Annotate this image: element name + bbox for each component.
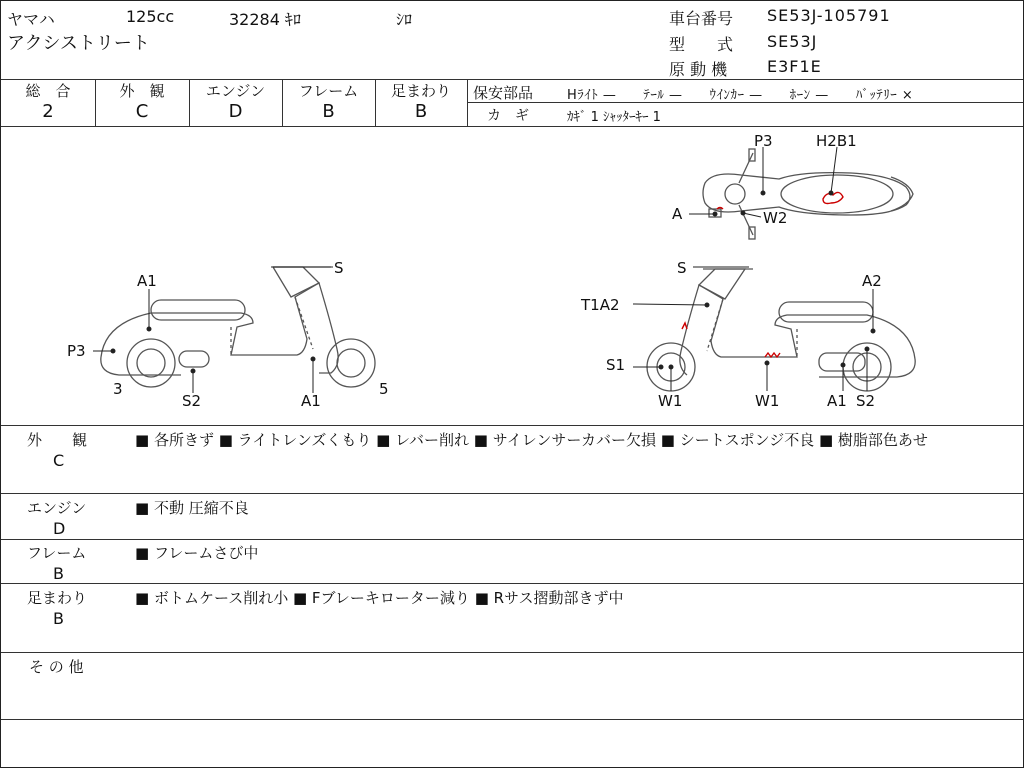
divider <box>1 652 1023 653</box>
diagram-label: W2 <box>763 209 788 227</box>
engine-label: 原 動 機 <box>669 60 728 79</box>
grade-value: D <box>228 101 243 122</box>
diagram-label: A <box>672 205 683 223</box>
diagram-label: A1 <box>137 272 157 290</box>
grade-label: エンジン <box>205 82 266 100</box>
grade-value: 2 <box>42 101 54 122</box>
condition-grade: B <box>53 564 64 583</box>
diagram-label: S1 <box>606 356 626 374</box>
diagram-label: A2 <box>862 272 882 290</box>
divider <box>1 493 1023 494</box>
displacement: 125cc <box>126 7 175 26</box>
divider <box>1 583 1023 584</box>
type-label: 型 式 <box>669 35 734 54</box>
grade-exterior <box>95 81 189 125</box>
condition-text: ■ フレームさび中 <box>135 544 259 562</box>
diagram-label: T1A2 <box>581 296 620 314</box>
grade-label: 足まわり <box>390 82 451 100</box>
grade-frame <box>282 81 375 125</box>
safety-label: 保安部品 <box>473 84 534 102</box>
diagram-label: A1 <box>301 392 321 410</box>
grade-value: C <box>135 101 149 122</box>
grade-label: 総 合 <box>25 82 71 100</box>
condition-text: ■ 不動 圧縮不良 <box>135 499 249 517</box>
damage-diagram <box>1 127 1023 425</box>
diagram-label: W1 <box>658 392 683 410</box>
grade-value: B <box>322 101 335 122</box>
model-name: アクシストリート <box>7 33 150 54</box>
diagram-label: H2B1 <box>816 132 857 150</box>
type-value: SE53J <box>767 32 818 51</box>
frame-no-label: 車台番号 <box>669 9 734 28</box>
diagram-label: P3 <box>754 132 773 150</box>
frame-no: SE53J-105791 <box>767 6 891 25</box>
engine-value: E3F1E <box>767 57 822 76</box>
diagram-label: A1 <box>827 392 847 410</box>
divider <box>1 539 1023 540</box>
diagram-label: S2 <box>856 392 876 410</box>
condition-label: そ の 他 <box>29 658 84 676</box>
diagram-label: 5 <box>379 380 389 398</box>
key-label: カ ギ <box>487 108 529 124</box>
grade-suspension <box>375 81 467 125</box>
condition-label: フレーム <box>27 544 87 562</box>
condition-text: ■ 各所きず ■ ライトレンズくもり ■ レバー削れ ■ サイレンサーカバー欠損 ■ シートスポンジ不良 ■ 樹脂部色あせ <box>135 431 928 449</box>
diagram-label: W1 <box>755 392 780 410</box>
diagram-label: S <box>677 259 687 277</box>
grade-value: B <box>414 101 428 122</box>
divider <box>1 79 1023 80</box>
condition-grade: B <box>53 609 64 628</box>
grade-label: 外 観 <box>119 82 165 100</box>
condition-grade: C <box>53 451 65 470</box>
divider <box>1 719 1023 720</box>
condition-label: エンジン <box>27 499 87 517</box>
diagram-label: P3 <box>67 342 86 360</box>
safety-items: Hﾗｲﾄ — ﾃｰﾙ — ｳｲﾝｶｰ — ﾎｰﾝ — ﾊﾞｯﾃﾘｰ × <box>567 88 914 103</box>
grade-overall <box>1 81 95 125</box>
condition-label: 外 観 <box>27 431 88 449</box>
diagram-label: S2 <box>182 392 202 410</box>
mileage: 32284 ｷﾛ <box>229 10 301 29</box>
condition-text: ■ ボトムケース削れ小 ■ Fブレーキローター減り ■ Rサス摺動部きず中 <box>135 589 624 607</box>
grade-label: フレーム <box>298 82 359 100</box>
maker: ヤマハ <box>7 10 55 29</box>
divider <box>1 425 1023 426</box>
condition-label: 足まわり <box>27 589 88 607</box>
condition-grade: D <box>53 519 66 538</box>
diagram-label: S <box>334 259 344 277</box>
grade-engine <box>189 81 282 125</box>
scooter-top-view <box>703 149 913 239</box>
leader-lines <box>93 147 875 393</box>
key-value: ｶｷﾞ 1 ｼｬｯﾀｰｷｰ 1 <box>567 110 661 125</box>
diagram-label: 3 <box>113 380 123 398</box>
color: ｼﾛ <box>396 10 413 29</box>
